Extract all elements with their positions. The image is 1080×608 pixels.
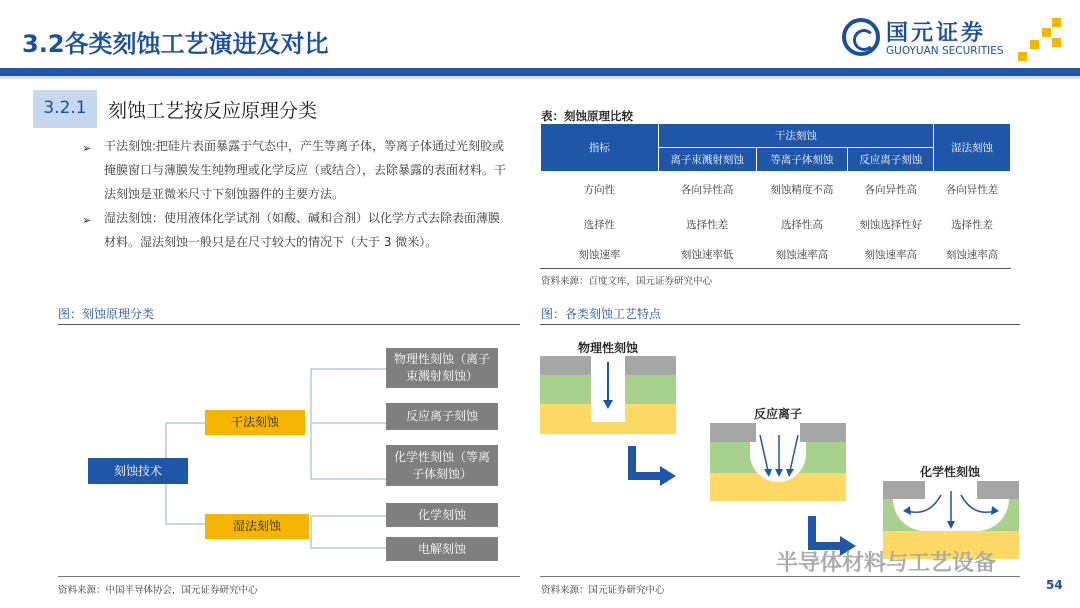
logo-squares-icon	[1018, 18, 1062, 62]
tree-bracket-wet	[310, 515, 386, 549]
table-row	[541, 242, 1011, 268]
bullet-arrow-icon: ➢	[82, 141, 92, 155]
table-header-wet: 湿法刻蚀	[934, 124, 1011, 172]
table-cell: 各向异性高	[864, 183, 917, 196]
tree-node-wet: 湿法刻蚀	[205, 514, 309, 539]
bullet-dry-etch: 干法刻蚀:把硅片表面暴露于气态中，产生等离子体，等离子体通过光刻胶或掩膜窗口与薄膜发生纯物理或化学反应（或结合），去除暴露的表面材料。干法刻蚀是亚微米尺寸下刻蚀器件的主要方法。	[104, 139, 507, 201]
table-header-dry: 干法刻蚀	[658, 124, 933, 148]
bullet-wet-etch: 湿法刻蚀：使用液体化学试剂（如酸、碱和合剂）以化学方式去除表面薄膜材料。湿法刻蚀一般只是在尺寸较大的情况下（大于 3 微米）。	[104, 211, 501, 249]
process-label-physical: 物理性刻蚀	[578, 341, 639, 355]
header-divider	[0, 68, 1080, 76]
page-title: 3.2各类刻蚀工艺演进及对比	[22, 30, 329, 58]
tree-leaf-rie: 反应离子刻蚀	[386, 403, 498, 430]
bullet-arrow-icon: ➢	[82, 213, 92, 227]
guoyuan-logo-icon	[842, 18, 880, 56]
bend-arrow-icon	[628, 446, 678, 488]
table-subheader: 等离子体刻蚀	[756, 148, 848, 172]
table-subheader: 离子束溅射刻蚀	[658, 148, 756, 172]
watermark: 半导体材料与工艺设备	[776, 551, 997, 576]
page-number: 54	[1046, 578, 1063, 592]
table-cell: 刻蚀速率高	[945, 249, 999, 261]
table-cell: 刻蚀速率	[578, 249, 621, 261]
section-title: 刻蚀工艺按反应原理分类	[108, 100, 318, 122]
table-bottom-rule	[540, 268, 1011, 269]
cross-section-reactive	[710, 423, 846, 501]
process-label-reactive: 反应离子	[754, 407, 803, 421]
tree-node-dry: 干法刻蚀	[205, 410, 305, 435]
process-label-chemical: 化学性刻蚀	[920, 465, 981, 479]
footer-rule-left	[58, 576, 520, 577]
table-cell: 选择性	[583, 218, 616, 231]
tree-leaf-chemical-etch: 化学刻蚀	[386, 503, 498, 527]
figure-title-right: 图：各类刻蚀工艺特点	[541, 307, 662, 321]
etch-comparison-table	[540, 123, 1011, 268]
table-title: 表：刻蚀原理比较	[541, 109, 633, 123]
table-cell: 各向异性高	[680, 183, 734, 196]
figure-title-left: 图：刻蚀原理分类	[58, 307, 155, 321]
table-cell: 刻蚀速率低	[680, 249, 734, 261]
figure-source-left: 资料来源：中国半导体协会，国元证券研究中心	[58, 585, 258, 596]
table-cell: 选择性高	[780, 218, 823, 231]
table-cell: 刻蚀精度不高	[770, 183, 834, 196]
table-cell: 方向性	[583, 183, 616, 196]
logo-name-cn: 国元证券	[886, 21, 987, 46]
logo-name-en: GUOYUAN SECURITIES	[886, 45, 1004, 57]
table-cell: 选择性差	[951, 218, 994, 231]
section-number: 3.2.1	[43, 98, 87, 118]
tree-leaf-electrolytic: 电解刻蚀	[386, 537, 498, 561]
table-row	[541, 172, 1011, 207]
header-divider-light	[0, 76, 1080, 79]
tree-connector	[310, 422, 386, 424]
table-header-indicator: 指标	[541, 124, 659, 172]
table-cell: 刻蚀选择性好	[859, 218, 923, 231]
table-row	[541, 207, 1011, 242]
figure-title-rule-right	[540, 324, 1020, 325]
table-cell: 选择性差	[686, 218, 729, 231]
table-cell: 各向异性差	[945, 183, 999, 196]
tree-leaf-physical: 物理性刻蚀（离子束溅射刻蚀）	[386, 348, 498, 388]
figure-title-rule-left	[58, 324, 520, 325]
cross-section-physical	[540, 356, 676, 434]
table-cell: 刻蚀速率高	[775, 249, 829, 261]
table-source: 资料来源：百度文库，国元证券研究中心	[541, 276, 713, 287]
tree-bracket-dry	[310, 368, 386, 480]
figure-source-right: 资料来源：国元证券研究中心	[541, 585, 665, 596]
tree-node-root: 刻蚀技术	[88, 458, 188, 484]
tree-leaf-chemical: 化学性刻蚀（等离子体刻蚀）	[386, 445, 498, 486]
table-cell: 刻蚀速率高	[864, 249, 917, 261]
table-subheader: 反应离子刻蚀	[848, 148, 934, 172]
